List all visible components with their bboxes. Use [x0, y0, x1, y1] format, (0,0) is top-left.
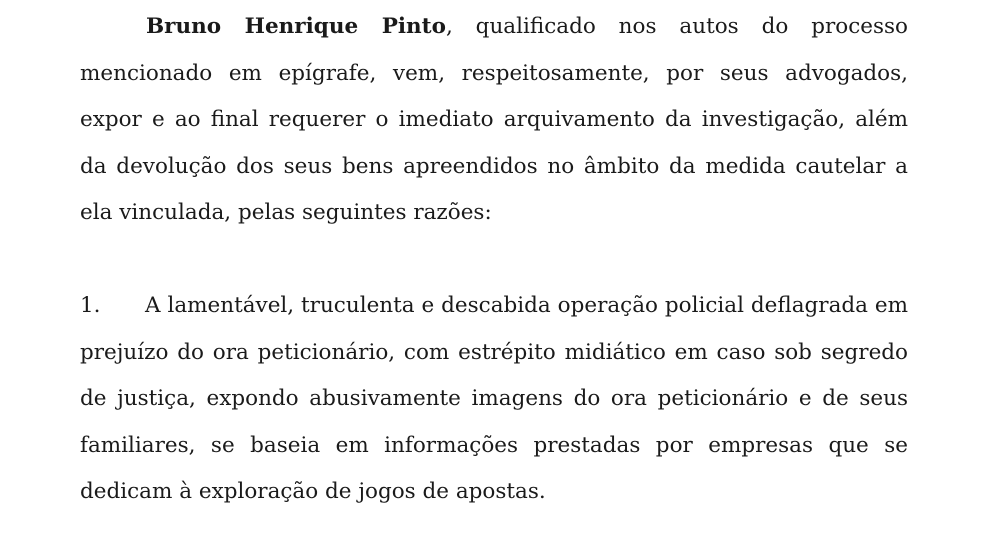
numbered-paragraph-text: A lamentável, truculenta e descabida operação policial deflagrada em prejuízo do ora peticionário, com estrépito midiático em caso sob segredo de justiça, expondo abusivamente imagens do ora peticionário e de seus familiares, se baseia em informações prestadas por empresas que se dedicam à exploração de jogos de apostas.	[80, 293, 908, 504]
numbered-paragraph-1	[80, 283, 908, 516]
opening-paragraph-text: , qualificado nos autos do processo mencionado em epígrafe, vem, respeitosamente, por seus advogados, expor e ao final requerer o imediato arquivamento da investigação, além da devolução dos seus bens apreendidos no âmbito da medida cautelar a ela vinculada, pelas seguintes razões:	[80, 14, 908, 225]
opening-paragraph	[80, 4, 908, 237]
paragraph-number: 1.	[80, 293, 101, 318]
petitioner-name: Bruno Henrique Pinto	[146, 14, 446, 39]
